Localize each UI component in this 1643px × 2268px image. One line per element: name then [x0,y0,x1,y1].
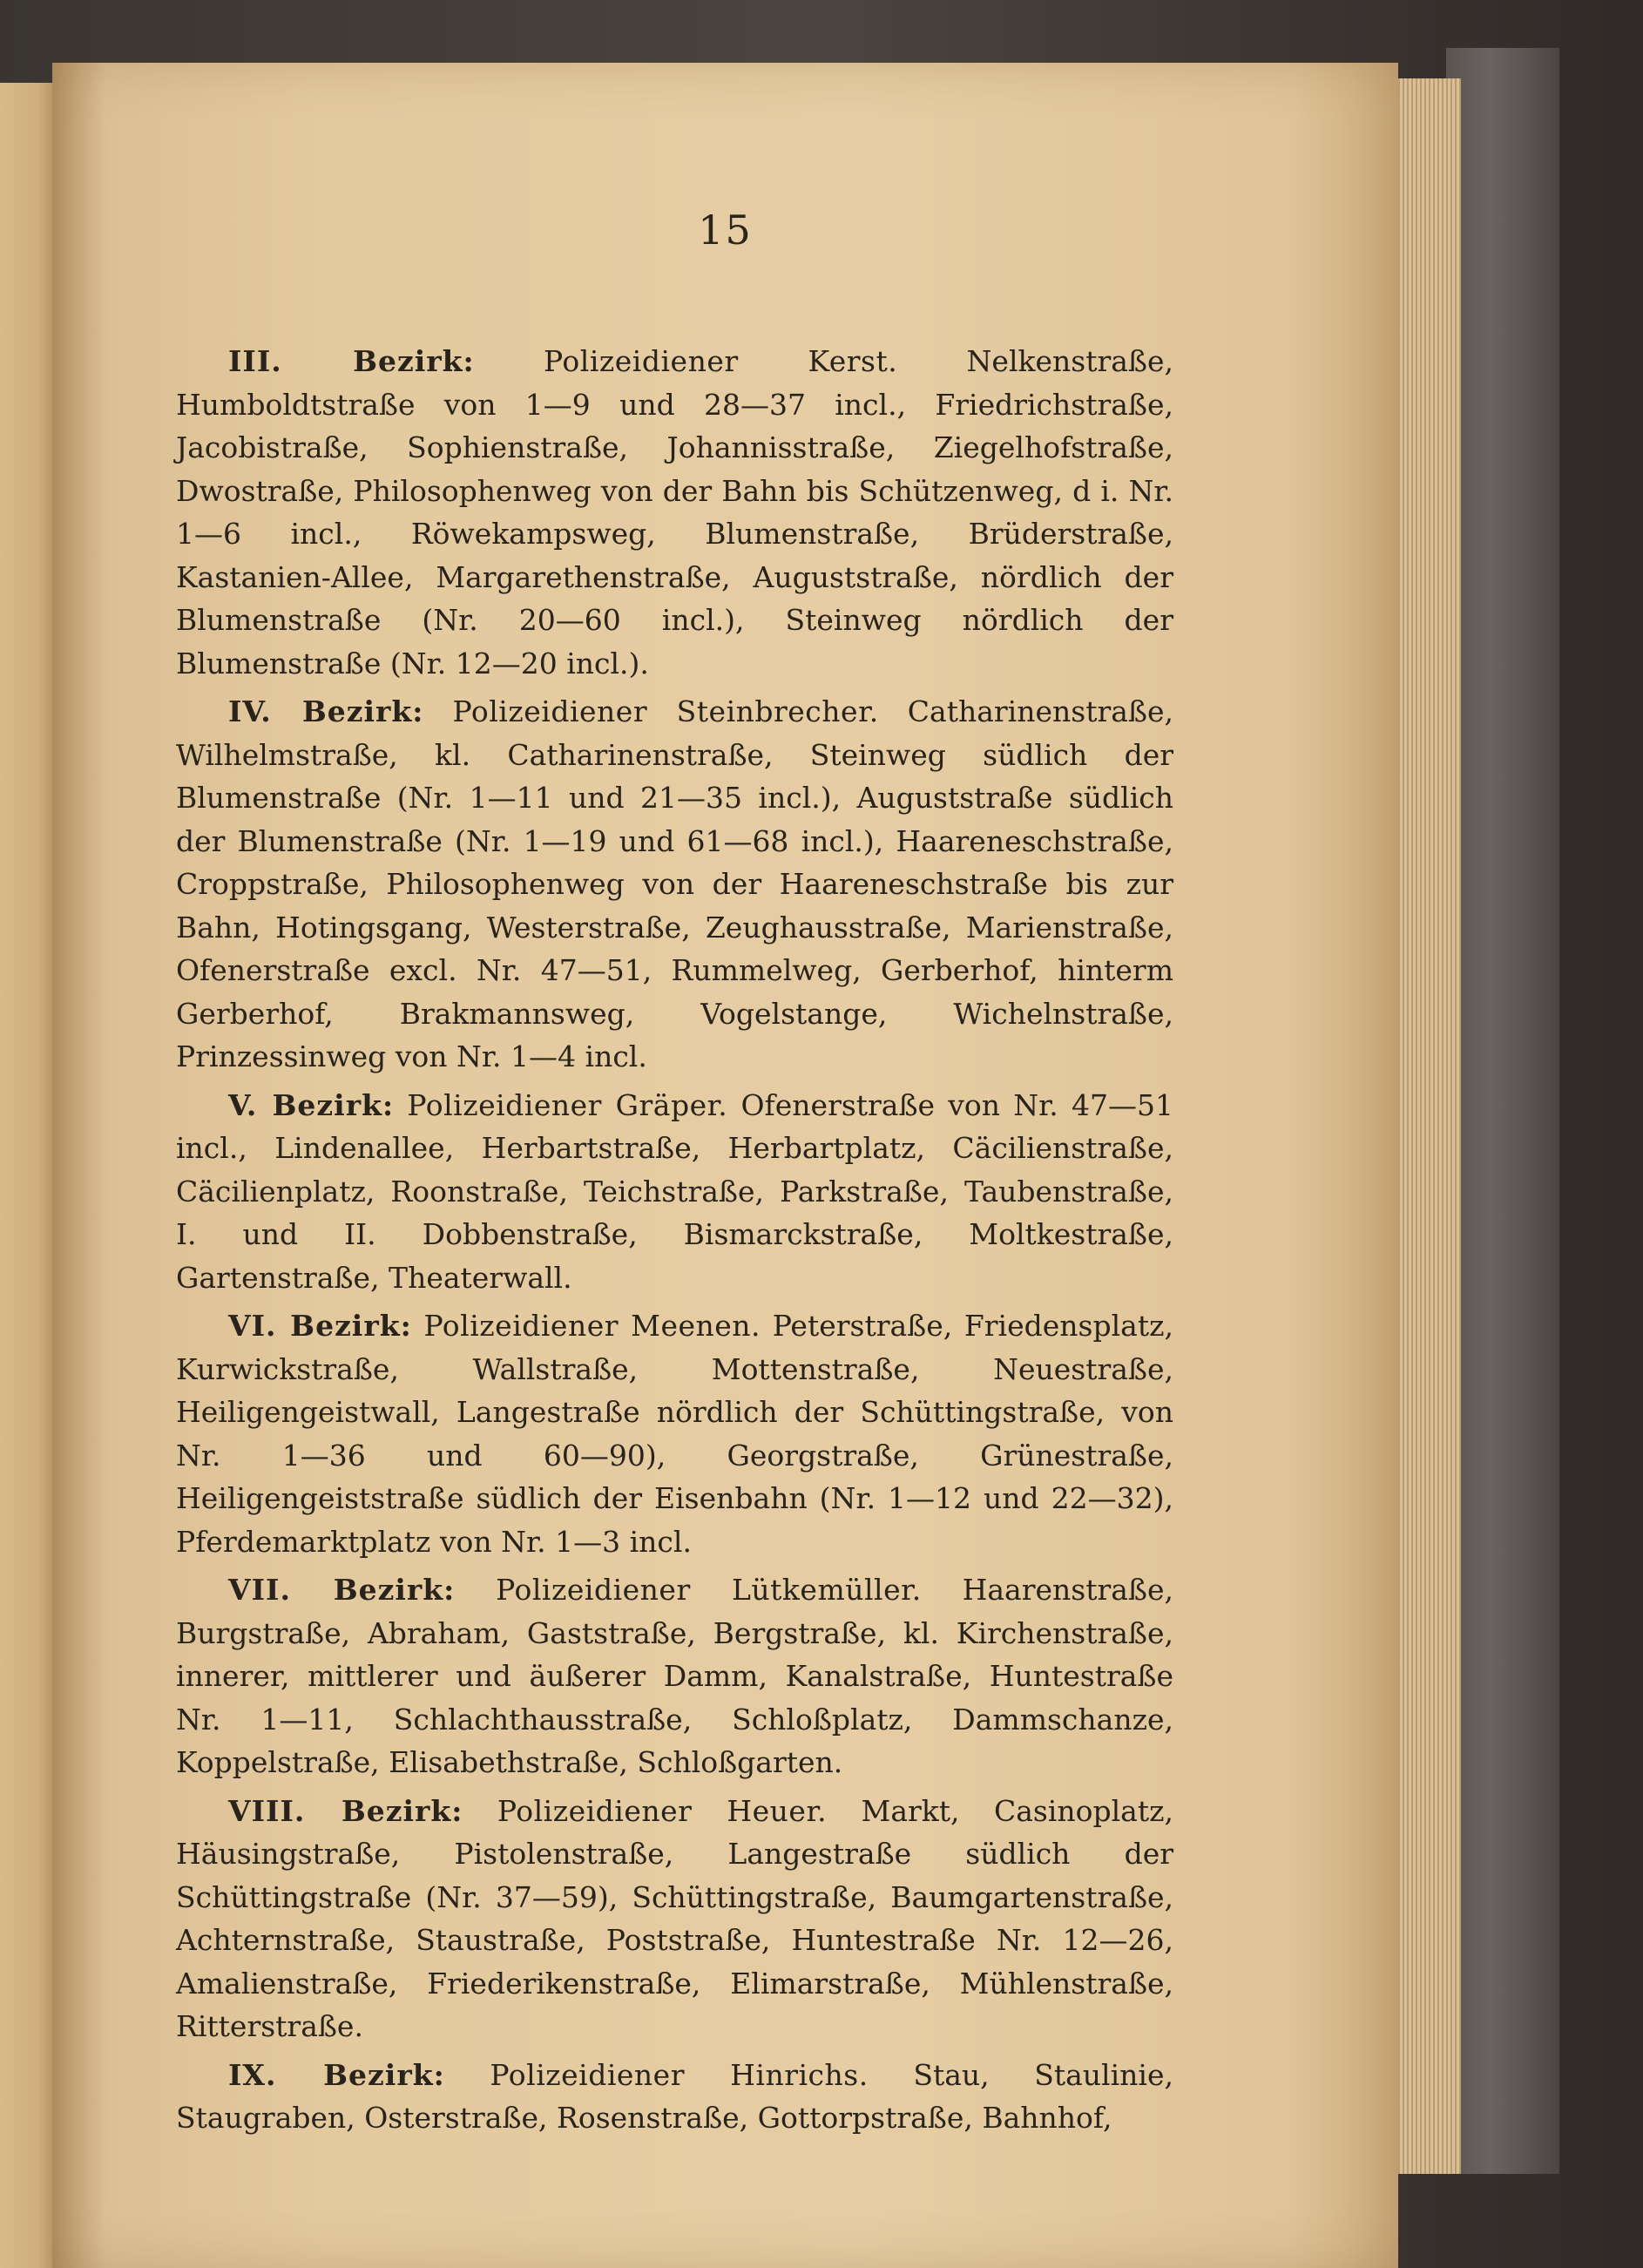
district-streets: Nelkenstraße, Humboldtstraße von 1—9 und 28—37 incl., Friedrichstraße, Jacobistraße, Sophienstraße, Johannisstraße, Ziegelhofstraße, Dwostraße, Philosophenweg von der Bahn bis Schützenweg, d i. Nr. 1—6 incl., Röwekampsweg, Blumenstraße, Brüderstraße, Kastanien-Allee, Margarethenstraße, Auguststraße, nördlich der Blumenstraße (Nr. 20—60 incl.), Steinweg nördlich der Blumenstraße (Nr. 12—20 incl.). [176,344,1173,680]
district-entry [176,690,1173,1079]
district-streets: Markt, Casinoplatz, Häusingstraße, Pistolenstraße, Langestraße südlich der Schüttingstraße (Nr. 37—59), Schüttingstraße, Baumgartenstraße, Achternstraße, Staustraße, Poststraße, Huntestraße Nr. 12—26, Amalienstraße, Friederikenstraße, Elimarstraße, Mühlenstraße, Ritterstraße. [176,1793,1173,2043]
district-streets: Haarenstraße, Burgstraße, Abraham, Gaststraße, Bergstraße, kl. Kirchenstraße, innerer, mittlerer und äußerer Damm, Kanalstraße, Huntestraße Nr. 1—11, Schlachthausstraße, Schloßplatz, Dammschanze, Koppelstraße, Elisabethstraße, Schloßgarten. [176,1573,1173,1779]
district-heading: VI. Bezirk: [228,1309,412,1343]
district-officer: Polizeidiener Gräper. [407,1087,728,1122]
district-streets: Peterstraße, Friedensplatz, Kurwickstraße, Wallstraße, Mottenstraße, Neuestraße, Heiligengeistwall, Langestraße nördlich der Schüttingstraße, von Nr. 1—36 und 60—90), Georgstraße, Grünestraße, Heiligengeiststraße südlich der Eisenbahn (Nr. 1—12 und 22—32), Pferdemarktplatz von Nr. 1—3 incl. [176,1309,1173,1559]
district-entry [176,1568,1173,1784]
district-heading: VII. Bezirk: [228,1573,456,1607]
left-page-edge [0,83,56,2268]
page-stack-edge [1389,78,1461,2174]
district-heading: III. Bezirk: [228,344,475,378]
page-number: 15 [698,206,753,254]
district-officer: Polizeidiener Meenen. [423,1309,761,1343]
district-entry [176,2054,1173,2140]
district-entry [176,1790,1173,2048]
book-cover-edge [1446,48,1559,2174]
district-officer: Polizeidiener Lütkemüller. [496,1573,922,1607]
district-heading: IX. Bezirk: [228,2057,445,2092]
district-officer: Polizeidiener Hinrichs. [490,2057,869,2092]
district-entry [176,340,1173,685]
district-officer: Polizeidiener Kerst. [544,344,898,378]
district-officer: Polizeidiener Heuer. [497,1793,828,1828]
district-streets: Catharinenstraße, Wilhelmstraße, kl. Catharinenstraße, Steinweg südlich der Blumenstraße (Nr. 1—11 und 21—35 incl.), Auguststraße südlich der Blumenstraße (Nr. 1—19 und 61—68 incl.), Haareneschstraße, Croppstraße, Philosophenweg von der Haareneschstraße bis zur Bahn, Hotingsgang, Westerstraße, Zeughausstraße, Marienstraße, Ofenerstraße excl. Nr. 47—51, Rummelweg, Gerberhof, hinterm Gerberhof, Brakmannsweg, Vogelstange, Wichelnstraße, Prinzessinweg von Nr. 1—4 incl. [176,694,1173,1073]
district-officer: Polizeidiener Steinbrecher. [452,694,879,728]
district-heading: IV. Bezirk: [228,694,424,728]
district-entry [176,1084,1173,1300]
district-list [176,340,1173,2145]
district-streets: Stau, Staulinie, Staugraben, Osterstraße, Rosenstraße, Gottorpstraße, Bahnhof, [176,2057,1173,2135]
district-entry [176,1304,1173,1563]
district-heading: V. Bezirk: [228,1087,395,1122]
district-streets: Ofenerstraße von Nr. 47—51 incl., Lindenallee, Herbartstraße, Herbartplatz, Cäcilienstraße, Cäcilienplatz, Roonstraße, Teichstraße, Parkstraße, Taubenstraße, I. und II. Dobbenstraße, Bismarckstraße, Moltkestraße, Gartenstraße, Theaterwall. [176,1087,1173,1295]
district-heading: VIII. Bezirk: [228,1793,463,1828]
book-page [52,63,1398,2268]
